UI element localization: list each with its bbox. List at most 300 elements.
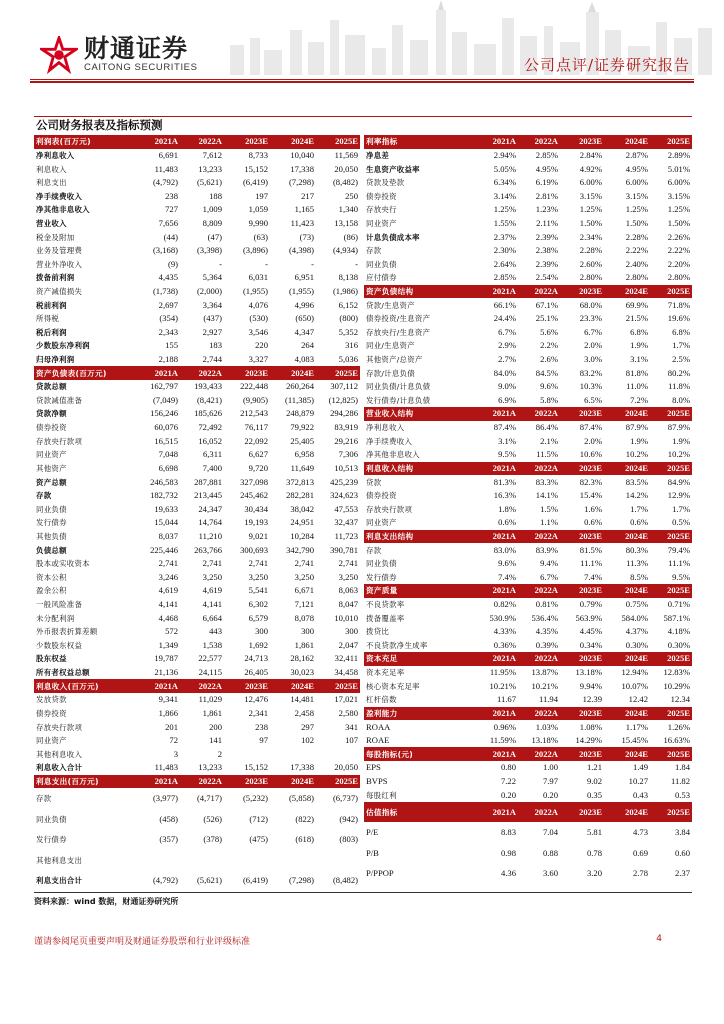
value-cell: (712) — [249, 813, 268, 824]
value-cell: 7.04 — [542, 827, 558, 838]
value-cell: 6,302 — [248, 599, 268, 610]
value-cell: 7,612 — [202, 149, 222, 160]
row-label: 净其他非息收入 — [366, 450, 420, 460]
value-cell: 200 — [209, 721, 222, 732]
value-cell: 16,052 — [198, 435, 222, 446]
value-cell: 11.82 — [670, 775, 690, 786]
value-cell: 5,352 — [338, 326, 358, 337]
value-cell: (618) — [295, 834, 314, 844]
table-row — [34, 639, 360, 653]
value-cell: 4,347 — [294, 326, 314, 337]
table-section-header — [364, 285, 692, 299]
value-cell: 16,515 — [154, 435, 178, 446]
value-cell: 324,623 — [330, 490, 358, 501]
value-cell: 2.78 — [632, 868, 648, 879]
value-cell: 4.37% — [625, 626, 648, 637]
table-row — [34, 434, 360, 448]
table-row — [364, 611, 692, 625]
year-header-cell: 2021A — [132, 366, 180, 380]
value-cell: 1.6% — [584, 503, 602, 514]
value-cell: 2 — [217, 748, 222, 759]
year-header-cell: 2024E — [604, 285, 650, 299]
value-cell: 11.3% — [626, 558, 648, 569]
value-cell: 0.20 — [500, 789, 516, 800]
year-header-cell: 2022A — [518, 135, 560, 149]
row-label: 贷款总额 — [36, 382, 67, 392]
value-cell: 3.0% — [584, 354, 602, 365]
year-header-cell: 2022A — [518, 652, 560, 666]
value-cell: 245,462 — [240, 490, 268, 501]
table-row — [34, 285, 360, 299]
value-cell: 15.4% — [579, 490, 602, 501]
value-cell: 11.0% — [626, 381, 648, 392]
row-label: 生息资产收益率 — [366, 164, 420, 174]
table-row — [364, 822, 692, 843]
row-label: 核心资本充足率 — [366, 681, 420, 691]
value-cell: 212,543 — [240, 408, 268, 419]
page-header — [0, 0, 724, 104]
value-cell: 1.08% — [579, 721, 602, 732]
value-cell: 3.14% — [493, 190, 516, 201]
value-cell: 1.25% — [625, 204, 648, 215]
row-label: 利率指标 — [364, 135, 472, 149]
row-label: 少数股东净利润 — [36, 341, 90, 351]
row-label: 其他资产/总资产 — [366, 355, 423, 365]
row-label: 利润表(百万元) — [34, 135, 132, 149]
value-cell: 3.84 — [674, 827, 690, 838]
value-cell: 11,483 — [154, 163, 178, 174]
table-row — [34, 475, 360, 489]
table-row — [364, 679, 692, 693]
value-cell: 1.9% — [672, 435, 690, 446]
value-cell: 2,343 — [158, 326, 178, 337]
value-cell — [316, 747, 360, 761]
value-cell — [180, 850, 224, 871]
value-cell: 0.30% — [667, 639, 690, 650]
table-row — [364, 312, 692, 326]
value-cell: 584.0% — [621, 612, 648, 623]
value-cell: 4,619 — [202, 585, 222, 596]
row-label: 同业资产 — [36, 450, 67, 460]
value-cell: 32,411 — [334, 653, 358, 664]
row-label: 存放央行款项 — [366, 504, 413, 514]
row-label: 不良贷款净生成率 — [366, 640, 428, 650]
value-cell: 0.5% — [672, 517, 690, 528]
value-cell: 3.15% — [625, 190, 648, 201]
year-header-cell: 2023E — [560, 407, 604, 421]
year-header-cell: 2025E — [650, 707, 692, 721]
year-header-cell: 2023E — [224, 679, 270, 693]
value-cell: 6,671 — [294, 585, 314, 596]
row-label: ROAA — [366, 721, 391, 732]
value-cell: 3,250 — [294, 571, 314, 582]
table-row — [34, 339, 360, 353]
value-cell: 4,076 — [248, 299, 268, 310]
value-cell: 83.9% — [535, 544, 558, 555]
row-label: 拨备前利润 — [36, 273, 75, 283]
value-cell: 12.94% — [621, 667, 648, 678]
year-header-cell: 2025E — [650, 285, 692, 299]
value-cell — [270, 747, 316, 761]
value-cell: 3,364 — [202, 299, 222, 310]
row-label: 利息收入结构 — [364, 462, 472, 476]
value-cell: 14,481 — [290, 694, 314, 705]
value-cell: 24,951 — [290, 517, 314, 528]
value-cell: 66.1% — [493, 299, 516, 310]
year-header-cell: 2022A — [518, 462, 560, 476]
value-cell: 29,216 — [334, 435, 358, 446]
row-label: 税后利润 — [36, 327, 67, 337]
row-label: P/B — [366, 847, 379, 858]
value-cell: 7.97 — [542, 775, 558, 786]
value-cell: 8.5% — [630, 571, 648, 582]
value-cell: 4,468 — [158, 612, 178, 623]
value-cell: 0.53 — [674, 789, 690, 800]
value-cell: 156,246 — [150, 408, 178, 419]
row-label: 每股红利 — [366, 790, 397, 800]
value-cell: 7.4% — [498, 571, 516, 582]
table-row — [34, 543, 360, 557]
row-label: 应付债券 — [366, 273, 397, 283]
row-label: 利息支出 — [36, 178, 67, 188]
year-header-cell: 2021A — [132, 679, 180, 693]
value-cell: 25,405 — [290, 435, 314, 446]
value-cell: 19,193 — [244, 517, 268, 528]
value-cell: - — [219, 258, 222, 269]
value-cell: 2.30% — [493, 245, 516, 256]
year-header-cell: 2023E — [224, 775, 270, 789]
row-label: 业务及管理费 — [36, 246, 83, 256]
value-cell: 71.8% — [667, 299, 690, 310]
table-row — [364, 149, 692, 163]
value-cell: (475) — [249, 834, 268, 844]
row-label: 同业负债 — [366, 259, 397, 269]
row-label: 发行债券 — [36, 835, 67, 844]
value-cell: 0.60 — [674, 847, 690, 858]
value-cell: - — [355, 258, 358, 269]
year-header-cell: 2023E — [560, 707, 604, 721]
year-header-cell: 2022A — [180, 775, 224, 789]
value-cell: 2.22% — [625, 245, 648, 256]
value-cell: 14.2% — [625, 490, 648, 501]
row-label: 债券投资 — [36, 423, 67, 433]
value-cell: (8,421) — [196, 394, 222, 405]
value-cell: 6.9% — [498, 394, 516, 405]
value-cell: 2,697 — [158, 299, 178, 310]
row-label: 发放贷款 — [36, 695, 67, 705]
value-cell: 86.4% — [535, 422, 558, 433]
value-cell: 24.4% — [493, 313, 516, 324]
value-cell: 9.5% — [672, 571, 690, 582]
value-cell: 5.6% — [540, 326, 558, 337]
value-cell: 12.34 — [670, 694, 690, 705]
table-row — [34, 448, 360, 462]
row-label: P/E — [366, 827, 379, 838]
value-cell: 1.84 — [674, 762, 690, 773]
row-label: 存放央行款项 — [36, 436, 83, 446]
table-row — [34, 421, 360, 435]
table-row — [364, 353, 692, 367]
year-header-cell: 2022A — [180, 366, 224, 380]
value-cell: (63) — [253, 231, 268, 242]
value-cell: 3,246 — [158, 571, 178, 582]
table-row — [34, 516, 360, 530]
row-label: 少数股东权益 — [36, 640, 83, 650]
value-cell: 79.4% — [667, 544, 690, 555]
value-cell: 6.5% — [584, 394, 602, 405]
value-cell: 264 — [301, 340, 314, 351]
value-cell: 81.3% — [493, 476, 516, 487]
value-cell: (650) — [295, 313, 314, 324]
row-label: 同业负债/计息负债 — [366, 382, 431, 392]
table-row — [364, 598, 692, 612]
value-cell: 2,188 — [158, 354, 178, 365]
value-cell: 9.02 — [586, 775, 602, 786]
value-cell: 0.80 — [500, 762, 516, 773]
value-cell: (942) — [339, 813, 358, 824]
value-cell: (3,977) — [152, 793, 178, 803]
row-label: 拨贷比 — [366, 627, 390, 637]
row-label: 杠杆倍数 — [366, 695, 397, 705]
value-cell: 9.5% — [498, 449, 516, 460]
row-label: 税前利润 — [36, 300, 67, 310]
value-cell: 30,023 — [290, 667, 314, 678]
value-cell: 2.40% — [625, 258, 648, 269]
value-cell: 13.18% — [531, 735, 558, 746]
value-cell: (6,737) — [332, 793, 358, 803]
value-cell: 220 — [255, 340, 268, 351]
value-cell: (12,825) — [328, 394, 358, 405]
value-cell: 12.42 — [628, 694, 648, 705]
table-section-header — [364, 652, 692, 666]
value-cell: 183 — [209, 340, 222, 351]
value-cell: 4.73 — [632, 827, 648, 838]
value-cell: 11,723 — [334, 530, 358, 541]
value-cell: 1.7% — [672, 340, 690, 351]
value-cell: 2.81% — [535, 190, 558, 201]
table-row — [34, 747, 360, 761]
value-cell: (11,385) — [284, 394, 314, 405]
value-cell: 11,569 — [334, 149, 358, 160]
row-label: 利息支出(百万元) — [34, 775, 132, 789]
value-cell: 10.2% — [625, 449, 648, 460]
row-label: 股东权益 — [36, 654, 67, 664]
value-cell: 6.7% — [540, 571, 558, 582]
value-cell: 6,691 — [158, 149, 178, 160]
value-cell: 0.75% — [625, 599, 648, 610]
value-cell: 2.87% — [625, 149, 648, 160]
row-label: 营业收入 — [36, 218, 67, 228]
value-cell: 1.7% — [672, 503, 690, 514]
table-section-header — [364, 707, 692, 721]
value-cell: 6,958 — [294, 449, 314, 460]
value-cell: 4.95% — [535, 163, 558, 174]
value-cell: 2.60% — [579, 258, 602, 269]
value-cell: 530.9% — [489, 612, 516, 623]
value-cell: 81.5% — [579, 544, 602, 555]
row-label: 股本或实收资本 — [36, 559, 90, 569]
value-cell: (4,398) — [288, 245, 314, 256]
value-cell: 10,284 — [290, 530, 314, 541]
value-cell: 83,919 — [334, 422, 358, 433]
value-cell: 13,158 — [334, 217, 358, 228]
row-label: 其他利息收入 — [36, 749, 83, 759]
value-cell: 213,445 — [194, 490, 222, 501]
table-row — [34, 217, 360, 231]
table-row — [34, 271, 360, 285]
value-cell: 10,010 — [334, 612, 358, 623]
value-cell — [224, 747, 270, 761]
year-header-cell: 2023E — [560, 802, 604, 823]
value-cell: 0.35 — [586, 789, 602, 800]
value-cell: 3.60 — [542, 868, 558, 879]
value-cell: 21,136 — [154, 667, 178, 678]
value-cell: 1,692 — [248, 639, 268, 650]
table-row — [34, 530, 360, 544]
value-cell: 10.21% — [489, 680, 516, 691]
value-cell: 12.39 — [582, 694, 602, 705]
table-row — [364, 448, 692, 462]
year-header-cell: 2023E — [560, 285, 604, 299]
value-cell: 1.50% — [625, 217, 648, 228]
value-cell: 2,341 — [248, 707, 268, 718]
table-section-header — [364, 407, 692, 421]
row-label: 其他负债 — [36, 531, 67, 541]
value-cell: 72,492 — [198, 422, 222, 433]
value-cell: 300 — [345, 626, 358, 637]
value-cell: 15.45% — [621, 735, 648, 746]
value-cell: 0.88 — [542, 847, 558, 858]
row-label: 同业负债 — [36, 504, 67, 514]
value-cell: 0.78 — [586, 847, 602, 858]
value-cell: 10.27 — [628, 775, 648, 786]
row-label: 存款/计息负债 — [366, 368, 415, 378]
row-label: 负债总额 — [36, 545, 67, 555]
table-row — [34, 244, 360, 258]
table-row — [34, 809, 360, 830]
table-row — [34, 611, 360, 625]
value-cell: 2,741 — [338, 558, 358, 569]
row-label: 净手续费收入 — [366, 436, 413, 446]
table-row — [364, 394, 692, 408]
value-cell: 1,009 — [202, 204, 222, 215]
value-cell: 141 — [209, 735, 222, 746]
value-cell: 19,633 — [154, 503, 178, 514]
value-cell: 6,031 — [248, 272, 268, 283]
value-cell: 3.15% — [579, 190, 602, 201]
table-row — [34, 326, 360, 340]
value-cell: 2.80% — [667, 272, 690, 283]
value-cell: 6,951 — [294, 272, 314, 283]
row-label: 盈余公积 — [36, 586, 67, 596]
value-cell: 5.81 — [586, 827, 602, 838]
value-cell: 22,577 — [198, 653, 222, 664]
value-cell: 11,029 — [198, 694, 222, 705]
value-cell: 2.1% — [540, 435, 558, 446]
value-cell: 9.6% — [498, 558, 516, 569]
value-cell: 4.95% — [625, 163, 648, 174]
value-cell: 7.4% — [584, 571, 602, 582]
value-cell: 38,042 — [290, 503, 314, 514]
table-section-header — [364, 462, 692, 476]
row-label: 利息收入合计 — [36, 763, 83, 773]
year-header-cell: 2024E — [270, 135, 316, 149]
value-cell: 6.00% — [579, 177, 602, 188]
row-label: 所得税 — [36, 314, 60, 324]
value-cell: 1.7% — [630, 503, 648, 514]
row-label: 其他资产 — [36, 463, 67, 473]
value-cell: (3,168) — [152, 245, 178, 256]
year-header-cell: 2021A — [132, 135, 180, 149]
table-row — [364, 625, 692, 639]
value-cell: (73) — [299, 231, 314, 242]
value-cell: 1.55% — [493, 217, 516, 228]
value-cell: 30,434 — [244, 503, 268, 514]
value-cell: 87.4% — [579, 422, 602, 433]
value-cell: 260,264 — [286, 381, 314, 392]
year-header-cell: 2024E — [604, 530, 650, 544]
value-cell: (822) — [295, 813, 314, 824]
value-cell: 84.0% — [493, 367, 516, 378]
value-cell: 250 — [345, 190, 358, 201]
value-cell: 3,250 — [248, 571, 268, 582]
table-row — [34, 502, 360, 516]
row-label: 所有者权益总额 — [36, 668, 90, 678]
row-label: 税金及附加 — [36, 232, 75, 242]
value-cell: 9,341 — [158, 694, 178, 705]
year-header-cell: 2024E — [270, 366, 316, 380]
value-cell: 0.30% — [625, 639, 648, 650]
value-cell: 8,809 — [202, 217, 222, 228]
row-label: 估值指标 — [364, 802, 472, 823]
value-cell: 83.0% — [493, 544, 516, 555]
value-cell: 1,861 — [202, 707, 222, 718]
value-cell: 8,078 — [294, 612, 314, 623]
value-cell: (6,419) — [242, 875, 268, 885]
table-section-header — [34, 775, 360, 789]
value-cell: 0.98 — [500, 847, 516, 858]
value-cell: 9,720 — [248, 462, 268, 473]
table-row — [364, 666, 692, 680]
value-cell: 79,922 — [290, 422, 314, 433]
value-cell: 20,050 — [334, 762, 358, 773]
value-cell: 15,044 — [154, 517, 178, 528]
value-cell: 0.36% — [493, 639, 516, 650]
value-cell: 16.63% — [663, 735, 690, 746]
value-cell: (8,482) — [332, 177, 358, 188]
year-header-cell: 2023E — [560, 652, 604, 666]
value-cell: 2.28% — [625, 231, 648, 242]
table-row — [364, 788, 692, 802]
value-cell: 2.6% — [540, 354, 558, 365]
value-cell: 11.67 — [496, 694, 516, 705]
value-cell: 3,327 — [248, 354, 268, 365]
value-cell: 390,781 — [330, 544, 358, 555]
value-cell: 17,021 — [334, 694, 358, 705]
value-cell: 7.2% — [630, 394, 648, 405]
table-row — [34, 666, 360, 680]
value-cell: (9) — [167, 258, 178, 269]
value-cell: 1,861 — [294, 639, 314, 650]
value-cell: 67.1% — [535, 299, 558, 310]
value-cell: 15,152 — [244, 163, 268, 174]
row-label: P/PPOP — [366, 868, 394, 879]
value-cell: 3.20 — [586, 868, 602, 879]
value-cell: 1,165 — [294, 204, 314, 215]
table-row — [364, 571, 692, 585]
value-cell: 21.5% — [625, 313, 648, 324]
table-section-header — [34, 366, 360, 380]
